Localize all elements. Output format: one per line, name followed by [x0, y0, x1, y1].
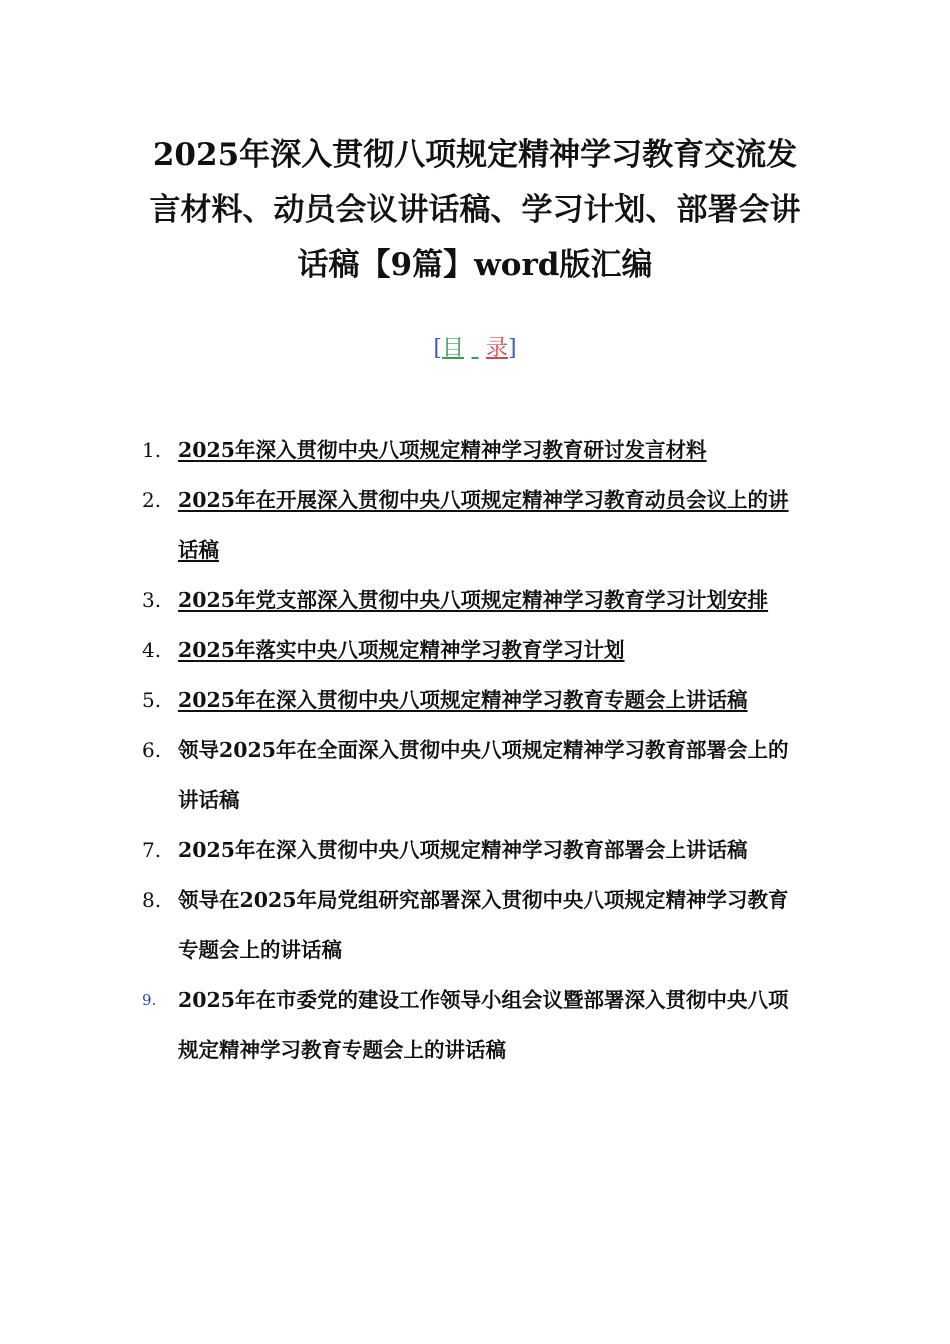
toc-item-4[interactable]: [142, 625, 802, 675]
toc-item-5[interactable]: [142, 675, 802, 725]
toc-item-6: [142, 725, 802, 825]
toc-heading-char-2: 录: [486, 336, 509, 361]
toc-item-number: 3.: [142, 588, 162, 612]
toc-item-text: 领导2025年在全面深入贯彻中央八项规定精神学习教育部署会上的讲话稿: [178, 738, 789, 812]
toc-item-number: 8.: [142, 888, 162, 912]
toc-item-link[interactable]: 2025年在深入贯彻中央八项规定精神学习教育专题会上讲话稿: [178, 688, 748, 712]
toc-item-8: [142, 875, 802, 975]
toc-item-number: 1.: [142, 438, 162, 462]
toc-item-text: 2025年在市委党的建设工作领导小组会议暨部署深入贯彻中央八项规定精神学习教育专题会上的讲话稿: [178, 988, 789, 1062]
toc-heading[interactable]: [0, 333, 950, 365]
toc-item-link[interactable]: 2025年落实中央八项规定精神学习教育学习计划: [178, 638, 625, 662]
toc-item-number: 4.: [142, 638, 162, 662]
toc-item-9: [142, 975, 802, 1075]
toc-item-text: 领导在2025年局党组研究部署深入贯彻中央八项规定精神学习教育专题会上的讲话稿: [178, 888, 789, 962]
toc-item-number: 5.: [142, 688, 162, 712]
toc-item-2[interactable]: [142, 475, 802, 575]
toc-item-7: [142, 825, 802, 875]
toc-item-1[interactable]: [142, 425, 802, 475]
toc-item-number: 7.: [142, 838, 162, 862]
toc-item-text: 2025年在深入贯彻中央八项规定精神学习教育部署会上讲话稿: [178, 838, 748, 862]
toc-item-number: 6.: [142, 738, 162, 762]
toc-item-3[interactable]: [142, 575, 802, 625]
toc-item-link[interactable]: 2025年深入贯彻中央八项规定精神学习教育研讨发言材料: [178, 438, 707, 462]
toc-heading-gap: [464, 333, 486, 365]
toc-heading-open-bracket: [: [433, 336, 442, 361]
toc-item-link[interactable]: 2025年在开展深入贯彻中央八项规定精神学习教育动员会议上的讲话稿: [178, 488, 789, 562]
toc-item-number: 9.: [142, 991, 157, 1009]
table-of-contents: [142, 425, 802, 1075]
document-title: 2025年深入贯彻八项规定精神学习教育交流发言材料、动员会议讲话稿、学习计划、部署会讲话稿【9篇】word版汇编: [149, 137, 801, 283]
toc-heading-close-bracket: ]: [508, 336, 517, 361]
toc-item-number: 2.: [142, 488, 162, 512]
toc-item-link[interactable]: 2025年党支部深入贯彻中央八项规定精神学习教育学习计划安排: [178, 588, 769, 612]
toc-heading-char-1: 目: [441, 336, 464, 361]
